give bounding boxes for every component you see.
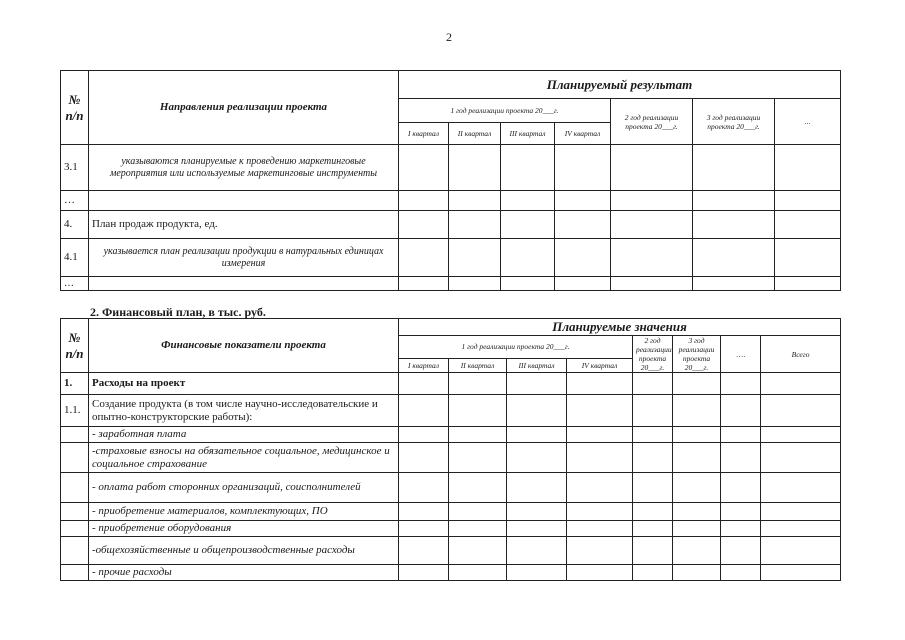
year3-header: 3 год реализации проекта 20___г. <box>693 99 775 145</box>
row-number: 4.1 <box>61 239 89 277</box>
q2-header: II квартал <box>449 123 501 145</box>
year2-header: 2 год реализации проекта 20___г. <box>633 336 673 373</box>
col-direction-header: Направления реализации проекта <box>89 71 399 145</box>
q4-header: IV квартал <box>555 123 611 145</box>
row-text: указываются планируемые к проведению маркетинговые мероприятия или используемые маркетинговые инструменты <box>89 145 399 191</box>
row-number <box>61 565 89 581</box>
row-text: - оплата работ сторонних организаций, соисполнителей <box>89 473 399 503</box>
row-number <box>61 473 89 503</box>
table-row <box>61 427 841 443</box>
row-number: … <box>61 191 89 211</box>
row-text: указывается план реализации продукции в натуральных единицах измерения <box>89 239 399 277</box>
year1-header: 1 год реализации проекта 20___г. <box>399 99 611 123</box>
row-text: - приобретение материалов, комплектующих, ПО <box>89 503 399 521</box>
table-row <box>61 395 841 427</box>
q1-header: I квартал <box>399 358 449 372</box>
row-number: 1.1. <box>61 395 89 427</box>
total-header: Всего <box>761 336 841 373</box>
row-text: - прочие расходы <box>89 565 399 581</box>
table-row <box>61 473 841 503</box>
section-title-financial-plan: 2. Финансовый план, в тыс. руб. <box>90 305 266 319</box>
col-indicators-header: Финансовые показатели проекта <box>89 319 399 373</box>
year3-header: 3 год реализации проекта 20___г. <box>673 336 721 373</box>
year2-header: 2 год реализации проекта 20___г. <box>611 99 693 145</box>
row-number: 3.1 <box>61 145 89 191</box>
row-number <box>61 537 89 565</box>
table-row <box>61 191 841 211</box>
table-row <box>61 565 841 581</box>
year1-header: 1 год реализации проекта 20___г. <box>399 336 633 359</box>
table-row <box>61 443 841 473</box>
table-row <box>61 537 841 565</box>
financial-plan-table <box>60 318 841 581</box>
row-text: - заработная плата <box>89 427 399 443</box>
page-number: 2 <box>446 30 452 44</box>
row-text: Расходы на проект <box>89 373 399 395</box>
row-number <box>61 443 89 473</box>
q3-header: III квартал <box>507 358 567 372</box>
row-text: -страховые взносы на обязательное социальное, медицинское и социальное страхование <box>89 443 399 473</box>
q1-header: I квартал <box>399 123 449 145</box>
table-row <box>61 239 841 277</box>
q2-header: II квартал <box>449 358 507 372</box>
table-row <box>61 503 841 521</box>
planned-values-header: Планируемые значения <box>399 319 841 336</box>
row-text: План продаж продукта, ед. <box>89 211 399 239</box>
row-number: … <box>61 277 89 291</box>
row-text: Создание продукта (в том числе научно-исследовательские и опытно-конструкторские работы): <box>89 395 399 427</box>
table-row <box>61 145 841 191</box>
more-years-header: ... <box>775 99 841 145</box>
table-row <box>61 373 841 395</box>
table-row <box>61 521 841 537</box>
table-row <box>61 211 841 239</box>
row-text: -общехозяйственные и общепроизводственные расходы <box>89 537 399 565</box>
row-number <box>61 503 89 521</box>
row-number <box>61 427 89 443</box>
row-number: 1. <box>61 373 89 395</box>
table-row <box>61 277 841 291</box>
col-number-header: № п/п <box>61 71 89 145</box>
row-number: 4. <box>61 211 89 239</box>
row-text <box>89 191 399 211</box>
q3-header: III квартал <box>501 123 555 145</box>
row-text: - приобретение оборудования <box>89 521 399 537</box>
row-text <box>89 277 399 291</box>
q4-header: IV квартал <box>567 358 633 372</box>
planned-result-header: Планируемый результат <box>399 71 841 99</box>
marketing-plan-table <box>60 70 841 291</box>
more-years-header: …. <box>721 336 761 373</box>
col-number-header: № п/п <box>61 319 89 373</box>
row-number <box>61 521 89 537</box>
